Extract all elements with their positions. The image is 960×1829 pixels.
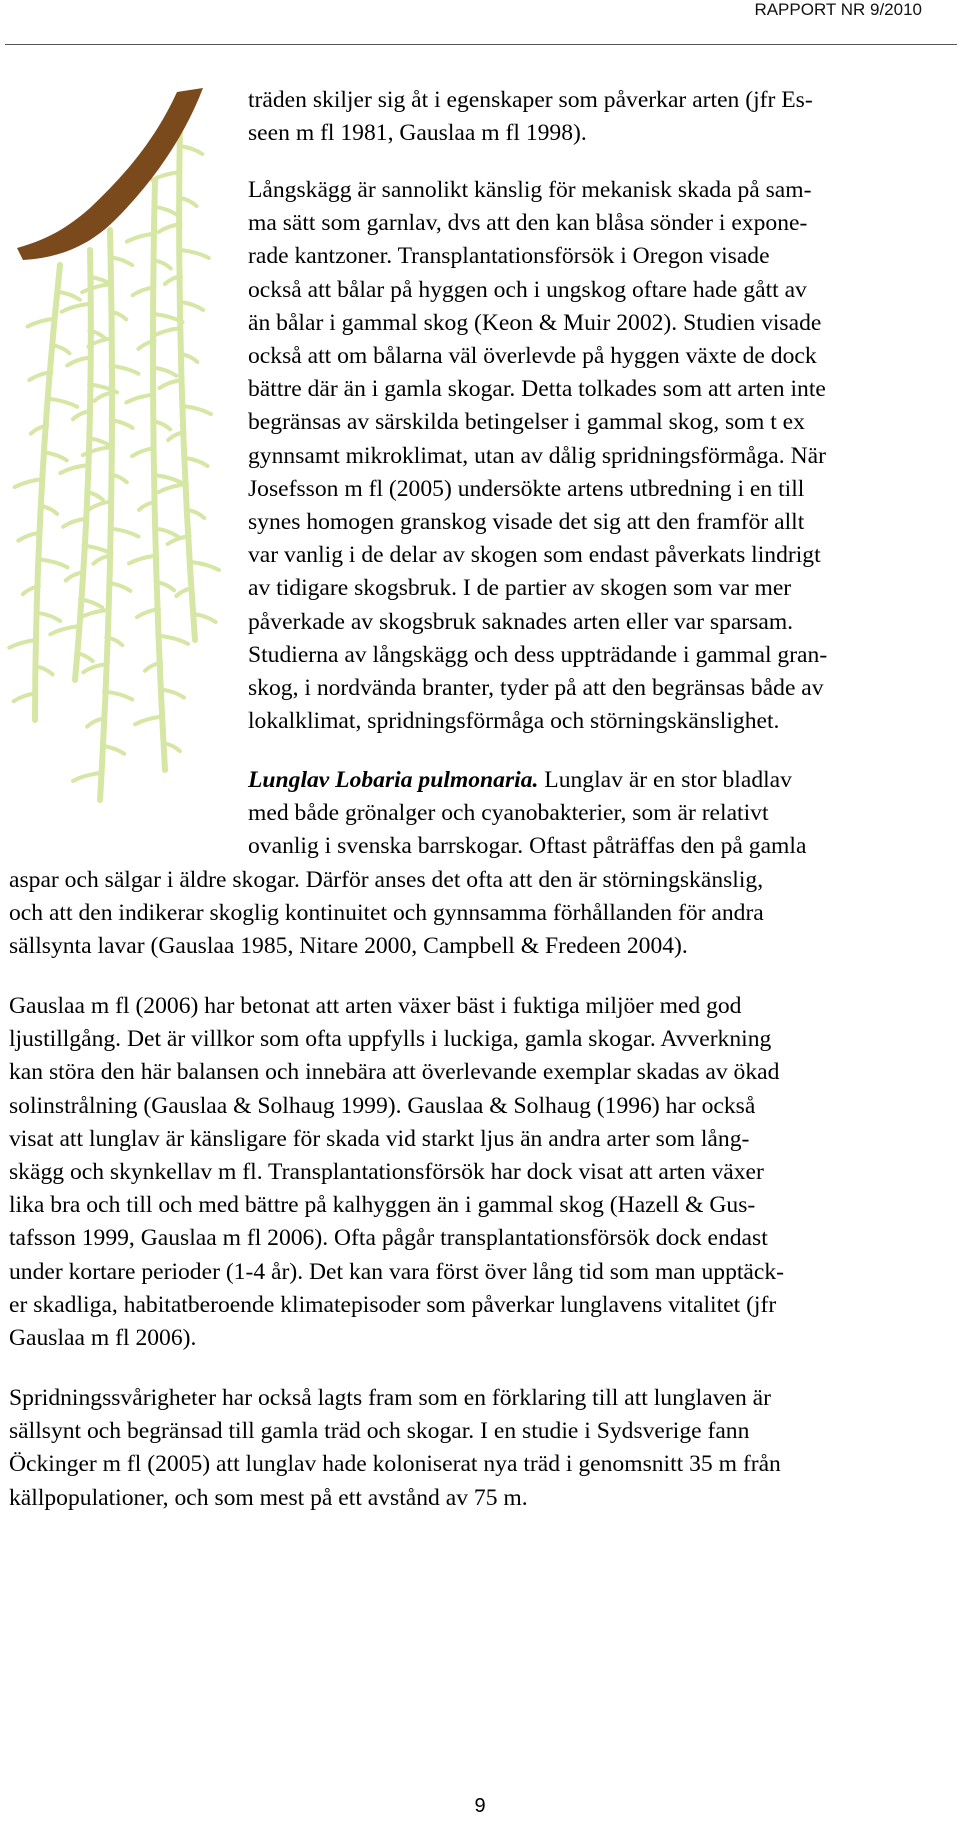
lunglav-intro — [248, 764, 953, 864]
text-line: synes homogen granskog visade det sig att den framför allt — [248, 509, 805, 536]
lichen-branchlet — [160, 380, 182, 388]
text-line: seen m fl 1981, Gauslaa m fl 1998). — [248, 120, 587, 147]
lichen-branchlet — [95, 393, 111, 401]
lichen-branchlet — [191, 562, 219, 570]
text-line: av tidigare skogsbruk. I de partier av skogen som var mer — [248, 575, 792, 602]
lichen-branchlet — [135, 716, 163, 724]
lichen-branchlet — [89, 501, 111, 509]
text-line: sällsynta lavar (Gauslaa 1985, Nitare 2000, Campbell & Fredeen 2004). — [9, 933, 688, 960]
text-line: sällsynt och begränsad till gamla träd och skogar. I en studie i Sydsverige fann — [9, 1418, 750, 1445]
lichen-branchlet — [129, 555, 157, 563]
text-line: var vanlig i de delar av skogen som endast påverkats lindrigt — [248, 542, 821, 569]
lichen-strand — [100, 230, 112, 800]
lichen-branchlet — [158, 582, 174, 590]
lichen-branchlet — [53, 345, 69, 353]
lichen-strand — [35, 265, 60, 720]
lichen-branchlet — [66, 573, 82, 581]
text-line: lika bra och till och med bättre på kalhyggen än i gammal skog (Hazell & Gus- — [9, 1192, 756, 1219]
lichen-branchlet — [50, 626, 78, 634]
text-line: Josefsson m fl (2005) undersökte artens utbredning i en till — [248, 475, 805, 502]
lichen-branchlet — [186, 458, 208, 466]
text-line: solinstrålning (Gauslaa & Solhaug 1999). Gauslaa & Solhaug (1996) har också — [9, 1092, 756, 1119]
paragraph-4 — [9, 990, 954, 1355]
text-line: visat att lunglav är känsligare för skada vid starkt ljus än andra arter som lång- — [9, 1125, 750, 1152]
lichen-branchlet — [180, 146, 202, 154]
lichen-branchlet — [160, 636, 188, 644]
lichen-branchlet — [127, 234, 155, 242]
text-line: er skadliga, habitatberoende klimatepisoder som påverkar lunglavens vitalitet (jfr — [9, 1291, 777, 1318]
text-line: ovanlig i svenska barrskogar. Oftast påträffas den på gamla — [248, 833, 807, 860]
text-line: kan störa den här balansen och innebära att överlevande exemplar skadas av ökad — [9, 1059, 780, 1086]
page-number: 9 — [474, 1795, 486, 1817]
lichen-branchlet — [83, 546, 111, 554]
paragraph-5 — [9, 1382, 954, 1515]
text-line: påverkade av skogsbruk saknades arten eller var sparsam. — [248, 608, 794, 635]
text-line: aspar och sälgar i äldre skogar. Därför anses det ofta att den är störningskänslig, — [9, 867, 764, 893]
lichen-branchlet — [45, 452, 67, 460]
text-line: tafsson 1999, Gauslaa m fl 2006). Ofta pågår transplantationsförsök dock endast — [9, 1225, 768, 1252]
paragraph-1 — [248, 84, 953, 150]
lichen-branchlet — [73, 411, 89, 419]
text-line: också att bålar på hyggen och i ungskog oftare hade gått av — [248, 276, 807, 303]
lichen-branchlet — [153, 328, 181, 336]
lichen-branchlet — [188, 510, 204, 518]
lichen-branchlet — [126, 395, 154, 403]
paragraph-2 — [248, 174, 953, 738]
text-run: Lunglav är en stor bladlav — [538, 767, 792, 793]
text-line: skog, i nordvända branter, tyder på att den begränsas både av — [248, 675, 824, 702]
text-line: Långskägg är sannolikt känslig för mekanisk skada på sam- — [248, 177, 812, 203]
text-line: Gauslaa m fl 2006). — [9, 1325, 197, 1352]
lichen-branchlet — [58, 292, 80, 300]
lichen-branchlet — [61, 465, 89, 473]
lichen-branchlet — [155, 260, 171, 268]
lichen-branchlet — [181, 302, 203, 310]
lichen-illustration — [5, 80, 235, 840]
text-line: än bålar i gammal skog (Keon & Muir 2002). Studien visade — [248, 309, 822, 336]
lichen-branchlet — [62, 304, 90, 312]
lichen-branchlet — [155, 207, 177, 215]
lichen-branchlet — [162, 690, 184, 698]
lichen-branchlet — [87, 719, 103, 727]
text-line: Gauslaa m fl (2006) har betonat att arten växer bäst i fuktiga miljöer med god — [9, 993, 742, 1019]
text-line: och att den indikerar skoglig kontinuitet och gynnsamma förhållanden för andra — [9, 900, 764, 927]
report-header: RAPPORT NR 9/2010 — [754, 0, 922, 19]
lichen-strands — [9, 120, 219, 800]
text-line: också att om bålarna väl överlevde på hyggen växte de dock — [248, 343, 817, 370]
text-line: träden skiljer sig åt i egenskaper som påverkar arten (jfr Es- — [248, 87, 813, 113]
lichen-branchlet — [67, 358, 89, 366]
lichen-branchlet — [154, 368, 176, 376]
lichen-branchlet — [156, 529, 178, 537]
lichen-branchlet — [154, 475, 182, 483]
text-line: med både grönalger och cyanobakterier, som är relativt — [248, 800, 769, 827]
lichen-branchlet — [15, 479, 43, 487]
lichen-branchlet — [181, 250, 209, 258]
lichen-branchlet — [110, 529, 138, 537]
lichen-branchlet — [73, 773, 101, 781]
lichen-branchlet — [63, 519, 85, 527]
lichen-branchlet — [37, 666, 53, 674]
text-line: rade kantzoner. Transplantationsförsök i Oregon visade — [248, 243, 770, 270]
lichen-branchlet — [40, 559, 68, 567]
section-heading: Lunglav Lobaria pulmonaria. — [248, 767, 539, 793]
text-line: gynnsamt mikroklimat, utan av dålig spridningsförmåga. När — [248, 442, 826, 469]
text-line: Studierna av långskägg och dess uppträdande i gammal gran- — [248, 641, 828, 668]
text-line: bättre där än i gamla skogar. Detta tolkades som att arten inte — [248, 376, 826, 403]
text-line: ma sätt som garnlav, dvs att den kan blåsa sönder i expone- — [248, 210, 808, 237]
lichen-branchlet — [180, 198, 196, 206]
text-line: begränsas av särskilda betingelser i gammal skog, som t ex — [248, 409, 805, 436]
lichen-branchlet — [152, 172, 180, 180]
text-line: Spridningssvårigheter har också lagts fram som en förklaring till att lunglaven är — [9, 1385, 772, 1411]
lunglav-continued — [9, 864, 954, 964]
lichen-branchlet — [38, 613, 60, 621]
text-line — [248, 764, 953, 797]
text-line: under kortare perioder (1-4 år). Det kan vara först över lång tid som man upptäck- — [9, 1258, 785, 1285]
lichen-branchlet — [83, 664, 105, 672]
lichen-branchlet — [82, 284, 110, 292]
lichen-branchlet — [194, 614, 216, 622]
lichen-branchlet — [154, 421, 170, 429]
lichen-branchlet — [49, 399, 77, 407]
text-line: ljustillgång. Det är villkor som ofta uppfylls i luckiga, gamla skogar. Avverkning — [9, 1026, 772, 1053]
lichen-branchlet — [183, 406, 211, 414]
header-rule — [5, 44, 957, 45]
text-line: källpopulationer, och som mest på ett avstånd av 75 m. — [9, 1484, 528, 1511]
text-line: skägg och skynkellav m fl. Transplantationsförsök har dock visat att arten växer — [9, 1159, 764, 1186]
text-line: Öckinger m fl (2005) att lunglav hade koloniserat nya träd i genomsnitt 35 m från — [9, 1451, 781, 1478]
text-line: lokalklimat, spridningsförmåga och störningskänslighet. — [248, 708, 780, 735]
